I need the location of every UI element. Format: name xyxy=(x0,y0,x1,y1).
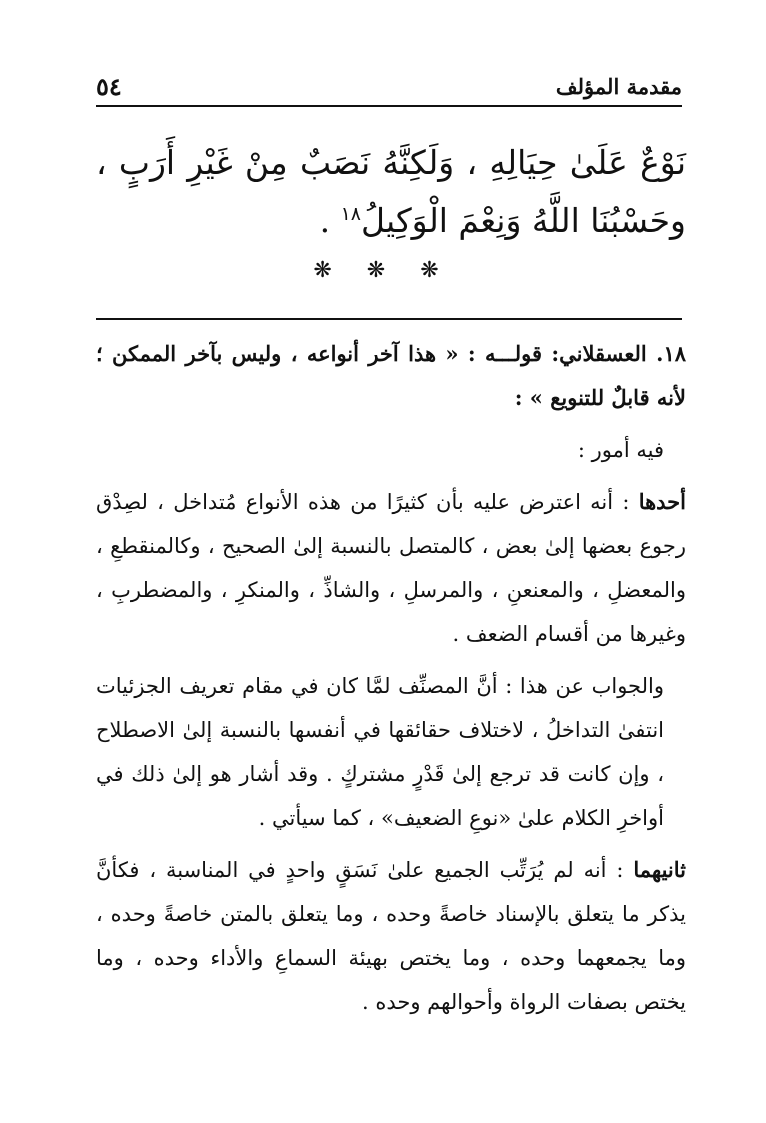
first-matter-text: : أنه اعترض عليه بأن كثيرًا من هذه الأنواع مُتداخل ، لصِدْق رجوع بعضها إلىٰ بعض ، كالمتصل بالنسبة إلىٰ الصحيح ، وكالمنقطعِ ، والمعضلِ ، والمعنعنِ ، والمرسلِ ، والشاذِّ ، والمنكرِ ، والمضطربِ ، وغيرها من أقسام الضعف . xyxy=(96,490,686,646)
main-text-end: . xyxy=(319,201,341,240)
page-header xyxy=(96,70,682,104)
footnote-quote: قولـــه : « هذا آخر أنواعه ، وليس بآخر الممكن ؛ لأنه قابلٌ للتنويع » : xyxy=(96,341,686,410)
footnotes xyxy=(96,332,686,1032)
running-title: مقدمة المؤلف xyxy=(555,74,682,99)
first-matter-label: أحدها xyxy=(638,489,686,514)
footnote-rule xyxy=(96,318,682,320)
first-matter xyxy=(96,480,686,656)
main-text xyxy=(96,134,686,250)
matters-label: فيه أمور : xyxy=(577,438,664,462)
footnote-intro xyxy=(96,332,686,420)
page-number: ٥٤ xyxy=(96,72,122,101)
footnote-number: ١٨. xyxy=(656,341,687,366)
answer-paragraph: والجواب عن هذا : أنَّ المصنِّف لمَّا كان في مقام تعريف الجزئيات انتفىٰ التداخلُ ، لاختلاف حقائقها في أنفسها بالنسبة إلىٰ الاصطلاح ، وإن كانت قد ترجع إلىٰ قَدْرٍ مشتركٍ . وقد أشار هو إلىٰ ذلك في أواخرِ الكلام علىٰ «نوعِ الضعيف» ، كما سيأتي . xyxy=(96,674,664,830)
second-matter xyxy=(96,848,686,1024)
section-separator: ❋ ❋ ❋ xyxy=(313,258,453,283)
second-matter-label: ثانيهما xyxy=(633,857,686,882)
footnote-author: العسقلاني: xyxy=(551,341,647,366)
second-matter-text: : أنه لم يُرَتِّب الجميع علىٰ نَسَقٍ واحدٍ في المناسبة ، فكأنَّ يذكر ما يتعلق بالإسناد خاصةً وحده ، وما يتعلق بالمتن خاصةً وحده ، وما يجمعهما وحده ، وما يختص بهيئة السماعِ والأداء وحده ، وما يختص بصفات الرواة وأحوالهم وحده . xyxy=(96,858,686,1014)
footnote-reference: ١٨ xyxy=(340,203,361,225)
main-text-body: نَوْعٌ عَلَىٰ حِيَالِهِ ، وَلَكِنَّهُ نَصَبٌ مِنْ غَيْرِ أَرَبٍ ، وحَسْبُنَا اللَّهُ وَنِعْمَ الْوَكِيلُ xyxy=(96,143,686,240)
header-rule xyxy=(96,105,682,107)
